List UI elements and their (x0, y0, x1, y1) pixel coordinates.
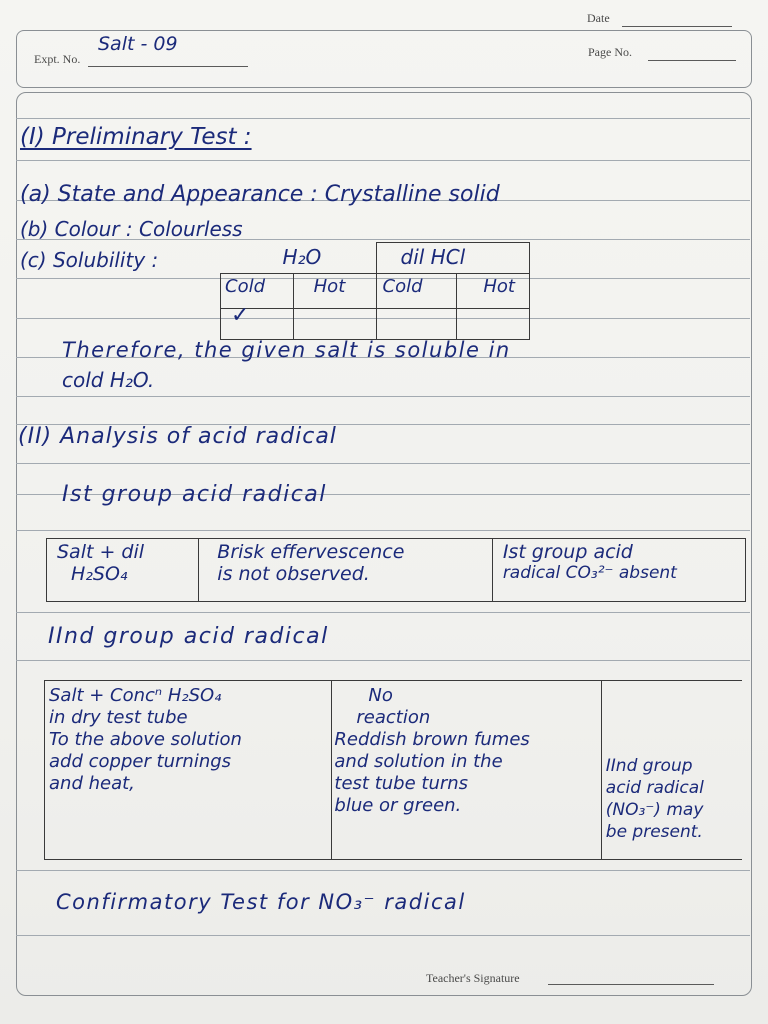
ruled-line (16, 396, 750, 397)
group2-observation-line: and solution in the (334, 751, 503, 772)
preliminary-heading: (I) Preliminary Test : (20, 124, 252, 150)
group2-test-line: add copper turnings (49, 751, 232, 772)
group1-test-line: Salt + dil (57, 541, 145, 563)
sub-header-cold: Cold (225, 276, 266, 297)
group1-test-line: H₂SO₄ (71, 563, 128, 585)
tick-mark: ✓ (231, 303, 250, 328)
solubility-label: (c) Solubility : (20, 248, 159, 272)
group2-observation-line: Reddish brown fumes (334, 729, 530, 750)
group2-inference-line: IInd group (605, 756, 693, 776)
expt-no-label: Expt. No. (34, 52, 81, 66)
group2-observation-line: test tube turns (334, 773, 469, 794)
group1-observation-line: Brisk effervescence (217, 541, 405, 563)
cold-water-result (221, 303, 294, 340)
group2-test-line: and heat, (49, 773, 135, 794)
expt-number: Salt - 09 (98, 33, 178, 55)
hot-hcl-cell (457, 274, 530, 309)
ruled-line (16, 160, 750, 161)
state-appearance: (a) State and Appearance : Crystalline solid (20, 182, 500, 207)
group2-test-line: in dry test tube (49, 707, 188, 728)
group2-test-line: To the above solution (49, 729, 242, 750)
expt-no-blank (88, 66, 248, 67)
group2-table (44, 680, 742, 860)
date-label: Date (587, 11, 610, 25)
sub-header-hot: Hot (483, 276, 515, 297)
group1-inference-line: Ist group acid (502, 541, 633, 563)
hot-water-result (293, 309, 376, 340)
therefore-line-2: cold H₂O. (62, 368, 155, 392)
ruled-line (16, 463, 750, 464)
h2o-header-cell (221, 243, 377, 274)
group2-inference-line: acid radical (605, 778, 704, 798)
group2-observation-line: blue or green. (334, 795, 462, 816)
confirmatory-heading: Confirmatory Test for NO₃⁻ radical (56, 890, 466, 914)
dil-hcl-header: dil HCl (400, 245, 466, 269)
date-blank (622, 26, 732, 27)
ruled-line (16, 870, 750, 871)
group1-test-cell (47, 539, 199, 602)
sub-header-hot: Hot (313, 276, 346, 297)
group1-heading: Ist group acid radical (62, 482, 327, 507)
group2-observation-line: No (368, 685, 393, 706)
group2-test-line: Salt + Concⁿ H₂SO₄ (49, 685, 222, 706)
group1-observation-line: is not observed. (217, 563, 370, 585)
teacher-signature-label: Teacher's Signature (426, 971, 520, 985)
ruled-line (16, 530, 750, 531)
group1-inference-cell (492, 539, 745, 602)
ruled-line (16, 118, 750, 119)
ruled-line (16, 612, 750, 613)
group2-test-cell (45, 681, 332, 860)
ruled-line (16, 935, 750, 936)
group2-inference-line: be present. (605, 822, 703, 842)
group1-inference-line: radical CO₃²⁻ absent (502, 563, 677, 583)
group1-observation-cell (199, 539, 493, 602)
group2-heading: IInd group acid radical (48, 624, 329, 649)
colour-line: (b) Colour : Colourless (20, 217, 243, 241)
analysis-heading: (II) Analysis of acid radical (18, 424, 337, 449)
group2-inference-line: (NO₃⁻) may (605, 800, 704, 820)
h2o-header: H₂O (282, 244, 322, 269)
teacher-signature-blank (548, 984, 714, 985)
page-no-blank (648, 60, 736, 61)
sub-header-cold: Cold (382, 276, 423, 297)
group1-table (46, 538, 746, 602)
cold-hcl-result (376, 309, 457, 340)
cold-hcl-cell (376, 274, 457, 309)
page-no-label: Page No. (588, 45, 632, 59)
group2-observation-line: reaction (356, 707, 431, 728)
group2-observation-cell (332, 681, 601, 860)
therefore-line-1: Therefore, the given salt is soluble in (62, 338, 511, 362)
hot-water-cell (293, 274, 376, 309)
ruled-line (16, 660, 750, 661)
solubility-table (220, 242, 530, 340)
hot-hcl-result (457, 309, 530, 340)
